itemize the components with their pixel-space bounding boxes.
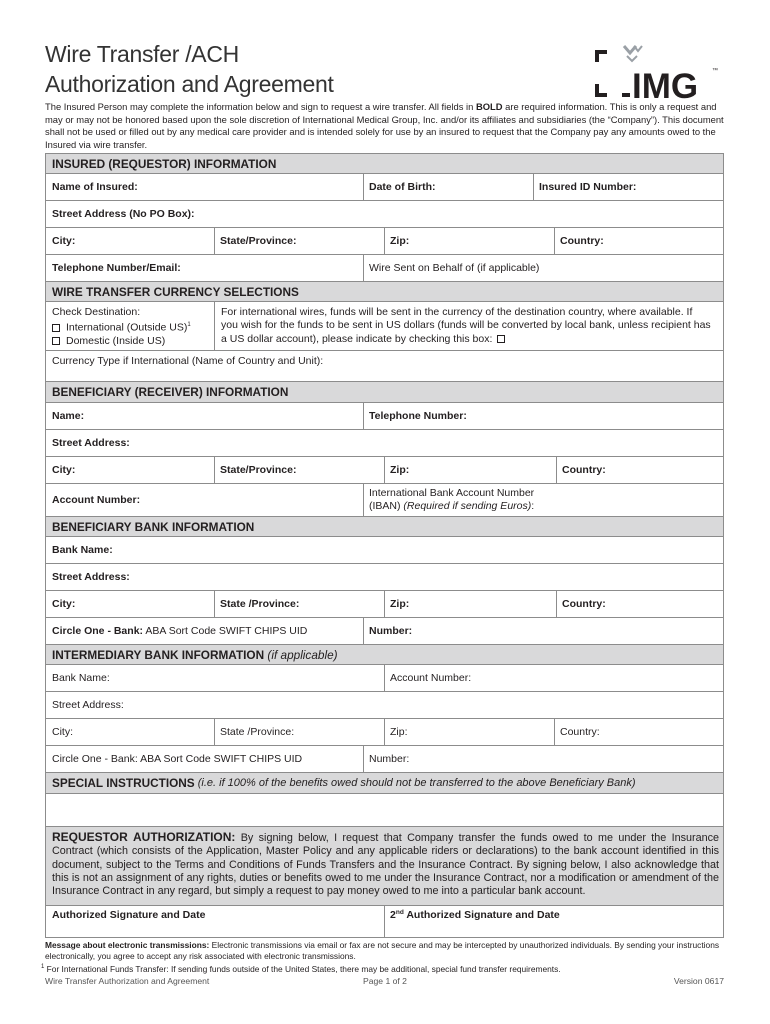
domestic-option[interactable]: Domestic (Inside US) — [52, 335, 191, 348]
authorization-text: REQUESTOR AUTHORIZATION: By signing below, I request that Company transfer the funds owed to me under the Insurance Contract (which consists of the Application, Master Policy and any applicable riders or declarations) to the bank account identified in this document, subject to the Terms and Conditions of Funds Transfers and the Insurance Contract. By signing below, I also acknowledge that this is not an assignment of any rights, duties or benefits owed to me under the Insurance Contract, nor a modification or amendment of the Insurance Contract in any regard, but simply a request to pay money owed to me into a particular bank account. — [52, 830, 719, 898]
intro-paragraph — [45, 101, 725, 151]
bank-city-field[interactable]: City: — [52, 598, 76, 610]
bank-row-city — [45, 591, 724, 618]
logo-trademark: ™ — [712, 68, 718, 74]
insured-id-field[interactable]: Insured ID Number: — [539, 181, 637, 193]
inter-street-field[interactable]: Street Address: — [52, 699, 124, 711]
section-header-special: SPECIAL INSTRUCTIONS (i.e. if 100% of the benefits owed should not be transferred to the above Beneficiary Bank) — [45, 773, 724, 794]
img-logo-graphic — [594, 42, 722, 104]
inter-code-field[interactable]: Circle One - Bank: ABA Sort Code SWIFT CHIPS UID — [52, 753, 303, 765]
inter-zip-field[interactable]: Zip: — [390, 726, 408, 738]
insured-street-field[interactable]: Street Address (No PO Box): — [52, 208, 195, 220]
insured-state-field[interactable]: State/Province: — [220, 235, 297, 247]
signature-2-field[interactable]: 2 $^{nd}$ Authorized Signature and Date — [390, 909, 560, 921]
section-header-currency: WIRE TRANSFER CURRENCY SELECTIONS — [45, 282, 724, 302]
section-header-beneficiary: BENEFICIARY (RECEIVER) INFORMATION — [45, 382, 724, 403]
bene-account-field[interactable]: Account Number: — [52, 494, 141, 506]
bank-name-field[interactable]: Bank Name: — [52, 544, 113, 556]
inter-account-field[interactable]: Account Number: — [390, 672, 472, 684]
bene-country-field[interactable]: Country: — [562, 464, 606, 476]
bank-number-field[interactable]: Number: — [369, 625, 413, 637]
inter-row-name — [45, 665, 724, 692]
insured-row-city — [45, 228, 724, 255]
insured-row-street — [45, 201, 724, 228]
inter-row-city — [45, 719, 724, 746]
bank-code-field[interactable]: Circle One - Bank: ABA Sort Code SWIFT CHIPS UID — [52, 625, 308, 637]
signature-row — [45, 906, 724, 938]
bene-state-field[interactable]: State/Province: — [220, 464, 297, 476]
electronic-transmission-note: Message about electronic transmissions: Electronic transmissions via email or fax are not secure and may be intercepted by unauthorized individuals. By sending your instructions electronically, you agree to accept any risk associated with electronic transmissions. — [45, 940, 720, 961]
bene-row-city — [45, 457, 724, 484]
intro-text-1: The Insured Person may complete the information below and sign to request a wire transfer. All fields in — [45, 101, 476, 112]
inter-number-field[interactable]: Number: — [369, 753, 410, 765]
wire-transfer-form — [45, 153, 724, 938]
insured-phone-field[interactable]: Telephone Number/Email: — [52, 262, 181, 274]
inter-state-field[interactable]: State /Province: — [220, 726, 295, 738]
bank-street-field[interactable]: Street Address: — [52, 571, 130, 583]
bank-country-field[interactable]: Country: — [562, 598, 606, 610]
insured-behalf-field[interactable]: Wire Sent on Behalf of (if applicable) — [369, 262, 540, 274]
form-title: Wire Transfer /ACH — [45, 41, 239, 67]
usd-note: For international wires, funds will be sent in the currency of the destination country, where available. If you wish for the funds to be sent in US dollars (funds will be converted by local bank, unless recipient has a US dollar account), please indicate by checking this box: — [221, 306, 711, 345]
check-destination-group — [52, 306, 191, 348]
bene-row-street — [45, 430, 724, 457]
bene-iban-field[interactable]: International Bank Account Number (IBAN) (Required if sending Euros): — [369, 487, 535, 513]
insured-row-name — [45, 174, 724, 201]
img-logo — [594, 42, 722, 104]
currency-type-field[interactable]: Currency Type if International (Name of Country and Unit): — [52, 355, 324, 367]
international-option[interactable]: International (Outside US)$^1$ — [52, 319, 191, 335]
insured-row-phone — [45, 255, 724, 282]
bene-name-field[interactable]: Name: — [52, 410, 85, 422]
footer-page-number: Page 1 of 2 — [363, 976, 407, 986]
bene-street-field[interactable]: Street Address: — [52, 437, 130, 449]
section-header-bene-bank: BENEFICIARY BANK INFORMATION — [45, 517, 724, 537]
bene-city-field[interactable]: City: — [52, 464, 76, 476]
currency-row-type — [45, 351, 724, 382]
intro-bold-word: BOLD — [475, 101, 503, 112]
bene-row-account — [45, 484, 724, 517]
international-checkbox[interactable] — [52, 324, 60, 332]
insured-dob-field[interactable]: Date of Birth: — [369, 181, 436, 193]
signature-1-field[interactable]: Authorized Signature and Date — [52, 909, 206, 921]
usd-checkbox[interactable] — [497, 335, 505, 343]
logo-wordmark: IMG — [632, 67, 699, 104]
bene-row-name — [45, 403, 724, 430]
inter-row-street — [45, 692, 724, 719]
currency-row-destination — [45, 302, 724, 351]
bank-state-field[interactable]: State /Province: — [220, 598, 300, 610]
footer-doc-name: Wire Transfer Authorization and Agreement — [45, 976, 210, 986]
bank-row-name — [45, 537, 724, 564]
section-header-intermediary: INTERMEDIARY BANK INFORMATION (if applicable) — [45, 645, 724, 665]
footer-version: Version 0617 — [673, 976, 724, 986]
bene-zip-field[interactable]: Zip: — [390, 464, 410, 476]
insured-country-field[interactable]: Country: — [560, 235, 604, 247]
insured-zip-field[interactable]: Zip: — [390, 235, 410, 247]
insured-city-field[interactable]: City: — [52, 235, 76, 247]
bank-zip-field[interactable]: Zip: — [390, 598, 410, 610]
domestic-checkbox[interactable] — [52, 337, 60, 345]
section-header-insured: INSURED (REQUESTOR) INFORMATION — [45, 153, 724, 174]
bank-row-code — [45, 618, 724, 645]
inter-country-field[interactable]: Country: — [560, 726, 600, 738]
check-destination-label: Check Destination: — [52, 306, 141, 318]
intro-text-2: are required information. This is only a request and may or may not be honored based upon the sole discretion of International Medical Group, Inc. and/or its affiliates and subsidiaries (the “Company”). This document shall not be used or filled out by any medical care provider and is intended solely for use by an insured to request that the Company pay any amounts owed to the Insured via wire transfer. — [45, 101, 724, 150]
form-subtitle: Authorization and Agreement — [45, 71, 334, 97]
bank-row-street — [45, 564, 724, 591]
inter-row-code — [45, 746, 724, 773]
authorization-block — [45, 827, 724, 906]
insured-name-field[interactable]: Name of Insured: — [52, 181, 138, 193]
footnote-1: $^1$ For International Funds Transfer: If sending funds outside of the United States, there may be additional, special fund transfer requirements. — [41, 963, 561, 974]
inter-city-field[interactable]: City: — [52, 726, 73, 738]
bene-phone-field[interactable]: Telephone Number: — [369, 410, 467, 422]
special-instructions-field[interactable] — [45, 794, 724, 827]
inter-bank-name-field[interactable]: Bank Name: — [52, 672, 110, 684]
